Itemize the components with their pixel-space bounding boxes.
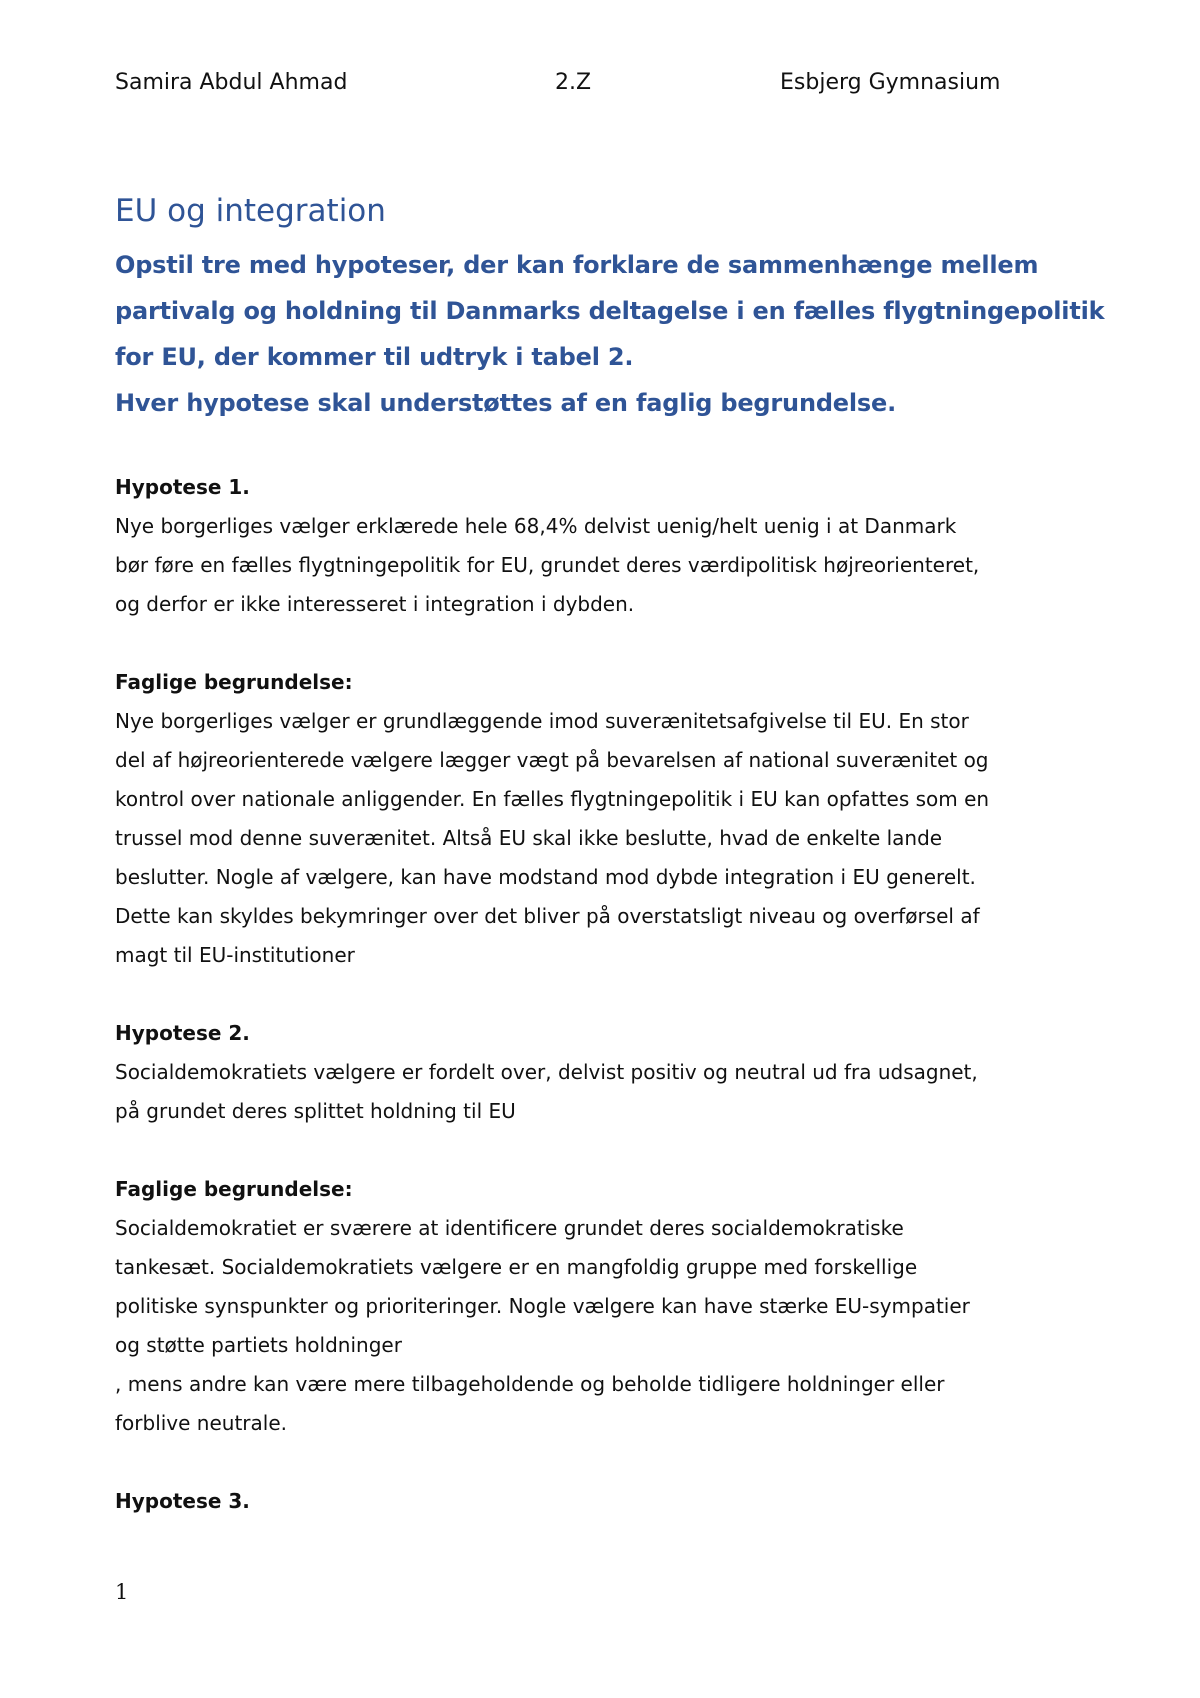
section-heading-hypotese-3: Hypotese 3. <box>115 1489 250 1513</box>
text-line: politiske synspunkter og prioriteringer. Nogle vælgere kan have stærke EU-sympatier <box>115 1294 970 1318</box>
section-heading-begrundelse-1: Faglige begrundelse: <box>115 670 353 694</box>
section-text-begrundelse-1 <box>115 702 1100 975</box>
task-line: partivalg og holdning til Danmarks deltagelse i en fælles flygtningepolitik <box>115 297 1105 325</box>
section-text-hypotese-2 <box>115 1053 1100 1131</box>
text-line: tankesæt. Socialdemokratiets vælgere er en mangfoldig gruppe med forskellige <box>115 1255 918 1279</box>
section-text-hypotese-1 <box>115 507 1100 624</box>
text-line: kontrol over nationale anliggender. En fælles flygtningepolitik i EU kan opfattes som en <box>115 787 990 811</box>
text-line: på grundet deres splittet holdning til EU <box>115 1099 516 1123</box>
task-line: Opstil tre med hypoteser, der kan forklare de sammenhænge mellem <box>115 251 1039 279</box>
text-line: trussel mod denne suverænitet. Altså EU skal ikke beslutte, hvad de enkelte lande <box>115 826 943 850</box>
class-label: 2.Z <box>555 70 592 95</box>
task-line: Hver hypotese skal understøttes af en faglig begrundelse. <box>115 389 896 417</box>
school-name: Esbjerg Gymnasium <box>780 70 1001 95</box>
text-line: og derfor er ikke interesseret i integration i dybden. <box>115 592 635 616</box>
section-heading-begrundelse-2: Faglige begrundelse: <box>115 1177 353 1201</box>
task-description <box>115 242 1105 380</box>
page-number: 1 <box>115 1580 129 1604</box>
text-line: Dette kan skyldes bekymringer over det bliver på overstatsligt niveau og overførsel af <box>115 904 980 928</box>
task-line: for EU, der kommer til udtryk i tabel 2. <box>115 343 634 371</box>
author-name: Samira Abdul Ahmad <box>115 70 348 95</box>
text-line: bør føre en fælles flygtningepolitik for EU, grundet deres værdipolitisk højreorienteret, <box>115 553 980 577</box>
text-line: magt til EU-institutioner <box>115 943 355 967</box>
section-text-begrundelse-2 <box>115 1209 1100 1443</box>
section-heading-hypotese-2: Hypotese 2. <box>115 1021 250 1045</box>
text-line: del af højreorienterede vælgere lægger vægt på bevarelsen af national suverænitet og <box>115 748 989 772</box>
page-header <box>115 70 1075 102</box>
text-line: Socialdemokratiet er sværere at identificere grundet deres socialdemokratiske <box>115 1216 904 1240</box>
section-heading-hypotese-1: Hypotese 1. <box>115 475 250 499</box>
text-line: Nye borgerliges vælger er grundlæggende imod suverænitetsafgivelse til EU. En stor <box>115 709 969 733</box>
document-title: EU og integration <box>115 193 386 229</box>
text-line: og støtte partiets holdninger <box>115 1333 402 1357</box>
text-line: forblive neutrale. <box>115 1411 288 1435</box>
task-requirement <box>115 380 1100 426</box>
document-body <box>115 190 1105 1521</box>
text-line: beslutter. Nogle af vælgere, kan have modstand mod dybde integration i EU generelt. <box>115 865 976 889</box>
text-line: , mens andre kan være mere tilbageholdende og beholde tidligere holdninger eller <box>115 1372 945 1396</box>
text-line: Socialdemokratiets vælgere er fordelt over, delvist positiv og neutral ud fra udsagnet, <box>115 1060 978 1084</box>
text-line: Nye borgerliges vælger erklærede hele 68,4% delvist uenig/helt uenig i at Danmark <box>115 514 957 538</box>
